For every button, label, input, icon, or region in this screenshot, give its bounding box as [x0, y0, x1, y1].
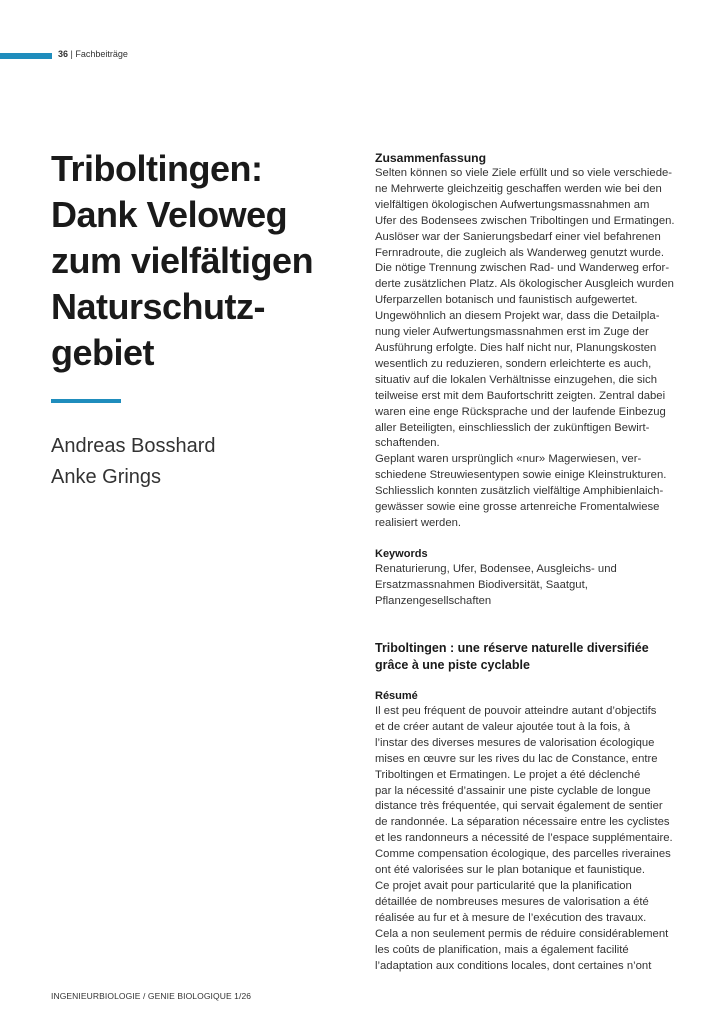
resume-heading: Résumé: [375, 690, 418, 702]
text-line: wesentlich zu reduzieren, sondern erleichterte es auch,: [375, 357, 652, 370]
text-line: teilweise erst mit dem Baufortschritt zeigten. Zentral dabei: [375, 389, 666, 402]
keywords-heading: Keywords: [375, 548, 428, 560]
text-line: Die nötige Trennung zwischen Rad- und Wanderweg erfor-: [375, 262, 670, 275]
text-line: Ausführung erfolgte. Dies half nicht nur, Planungskosten: [375, 341, 657, 354]
title-line: Triboltingen:: [51, 148, 263, 189]
summary-section: [375, 150, 675, 532]
text-line: derte zusätzlichen Platz. Als ökologischer Ausgleich wurden: [375, 278, 674, 291]
author-name: Andreas Bosshard: [51, 435, 216, 457]
text-line: Fernradroute, die zugleich als Wanderweg genutzt wurde.: [375, 246, 665, 259]
title-line: Naturschutz-: [51, 286, 266, 327]
text-line: gewässer sowie eine grosse artenreiche Fromentalwiese: [375, 501, 660, 514]
text-line: Comme compensation écologique, des parcelles riveraines: [375, 848, 671, 861]
french-title: [375, 640, 675, 673]
text-line: schiedene Streuwiesentypen sowie einige Kleinstrukturen.: [375, 469, 667, 482]
text-line: waren eine enge Rücksprache und der laufende Einbezug: [375, 405, 666, 418]
resume-body: [375, 704, 675, 974]
text-line: réalisée au fur et à mesure de l’exécution des travaux.: [375, 911, 647, 924]
title-line: Dank Veloweg: [51, 194, 288, 235]
text-line: Il est peu fréquent de pouvoir atteindre autant d’objectifs: [375, 705, 657, 717]
header-accent-bar: [0, 53, 52, 59]
text-line: situativ auf die lokalen Verhältnisse einzugehen, die sich: [375, 373, 657, 386]
text-line: Cela a non seulement permis de réduire considérablement: [375, 927, 669, 940]
keywords-line: Pflanzengesellschaften: [375, 594, 492, 607]
keywords-line: Renaturierung, Ufer, Bodensee, Ausgleichs- und: [375, 563, 617, 575]
text-line: et les randonneurs a nécessité de l’espace supplémentaire.: [375, 832, 673, 845]
french-title-line: Triboltingen : une réserve naturelle diversifiée: [375, 641, 649, 655]
text-line: Geplant waren ursprünglich «nur» Magerwiesen, ver-: [375, 453, 642, 466]
summary-heading: Zusammenfassung: [375, 151, 487, 165]
running-header: [58, 49, 128, 59]
text-line: Selten können so viele Ziele erfüllt und so viele verschiede-: [375, 167, 673, 179]
text-line: l’instar des diverses mesures de valorisation écologique: [375, 736, 655, 749]
text-line: l’adaptation aux conditions locales, dont certaines n’ont: [375, 959, 652, 972]
resume-section: [375, 689, 675, 974]
title-divider: [51, 399, 121, 403]
text-line: Ufer des Bodensees zwischen Triboltingen und Ermatingen.: [375, 214, 675, 227]
text-line: vielfältigen ökologischen Aufwertungsmassnahmen am: [375, 198, 650, 211]
text-line: aller Beteiligten, einschliesslich der zukünftigen Bewirt-: [375, 421, 650, 434]
header-separator: |: [70, 49, 73, 59]
text-line: distance très fréquentée, qui servait également de sentier: [375, 800, 663, 813]
text-line: schaftenden.: [375, 437, 440, 450]
text-line: les coûts de planification, mais a également facilité: [375, 943, 629, 956]
keywords-line: Ersatzmassnahmen Biodiversität, Saatgut,: [375, 578, 588, 591]
text-line: ne Mehrwerte gleichzeitig geschaffen werden wie bei den: [375, 182, 662, 195]
text-line: ont été valorisées sur le plan botanique et faunistique.: [375, 864, 646, 877]
text-line: Ungewöhnlich an diesem Projekt war, dass die Detailpla-: [375, 310, 660, 323]
text-line: realisiert werden.: [375, 516, 462, 529]
keywords-section: [375, 547, 675, 610]
title-line: gebiet: [51, 332, 155, 373]
page-number: 36: [58, 49, 69, 59]
text-line: et de créer autant de valeur ajoutée tout à la fois, à: [375, 720, 630, 733]
french-title-line: grâce à une piste cyclable: [375, 657, 530, 672]
article-title: [51, 146, 351, 376]
text-line: Triboltingen et Ermatingen. Le projet a été déclenché: [375, 768, 641, 781]
text-line: Schliesslich konnten zusätzlich vielfältige Amphibienlaich-: [375, 485, 664, 498]
section-label: Fachbeiträge: [75, 49, 128, 59]
author-name: Anke Grings: [51, 466, 162, 488]
journal-footer: INGENIEURBIOLOGIE / GENIE BIOLOGIQUE 1/26: [51, 991, 252, 1001]
text-line: mises en œuvre sur les rives du lac de Constance, entre: [375, 752, 658, 765]
text-line: de randonnée. La séparation nécessaire entre les cyclistes: [375, 816, 670, 829]
text-line: par la nécessité d’assainir une piste cyclable de longue: [375, 784, 651, 797]
text-line: nung vieler Aufwertungsmassnahmen erst im Zuge der: [375, 326, 649, 339]
title-line: zum vielfältigen: [51, 240, 314, 281]
author-list: [51, 431, 216, 493]
text-line: Uferparzellen botanisch und faunistisch aufgewertet.: [375, 294, 638, 307]
text-line: Auslöser war der Sanierungsbedarf einer viel befahrenen: [375, 230, 661, 243]
summary-body: [375, 166, 675, 532]
text-line: détaillée de nombreuses mesures de valorisation a été: [375, 895, 649, 908]
text-line: Ce projet avait pour particularité que la planification: [375, 879, 632, 892]
